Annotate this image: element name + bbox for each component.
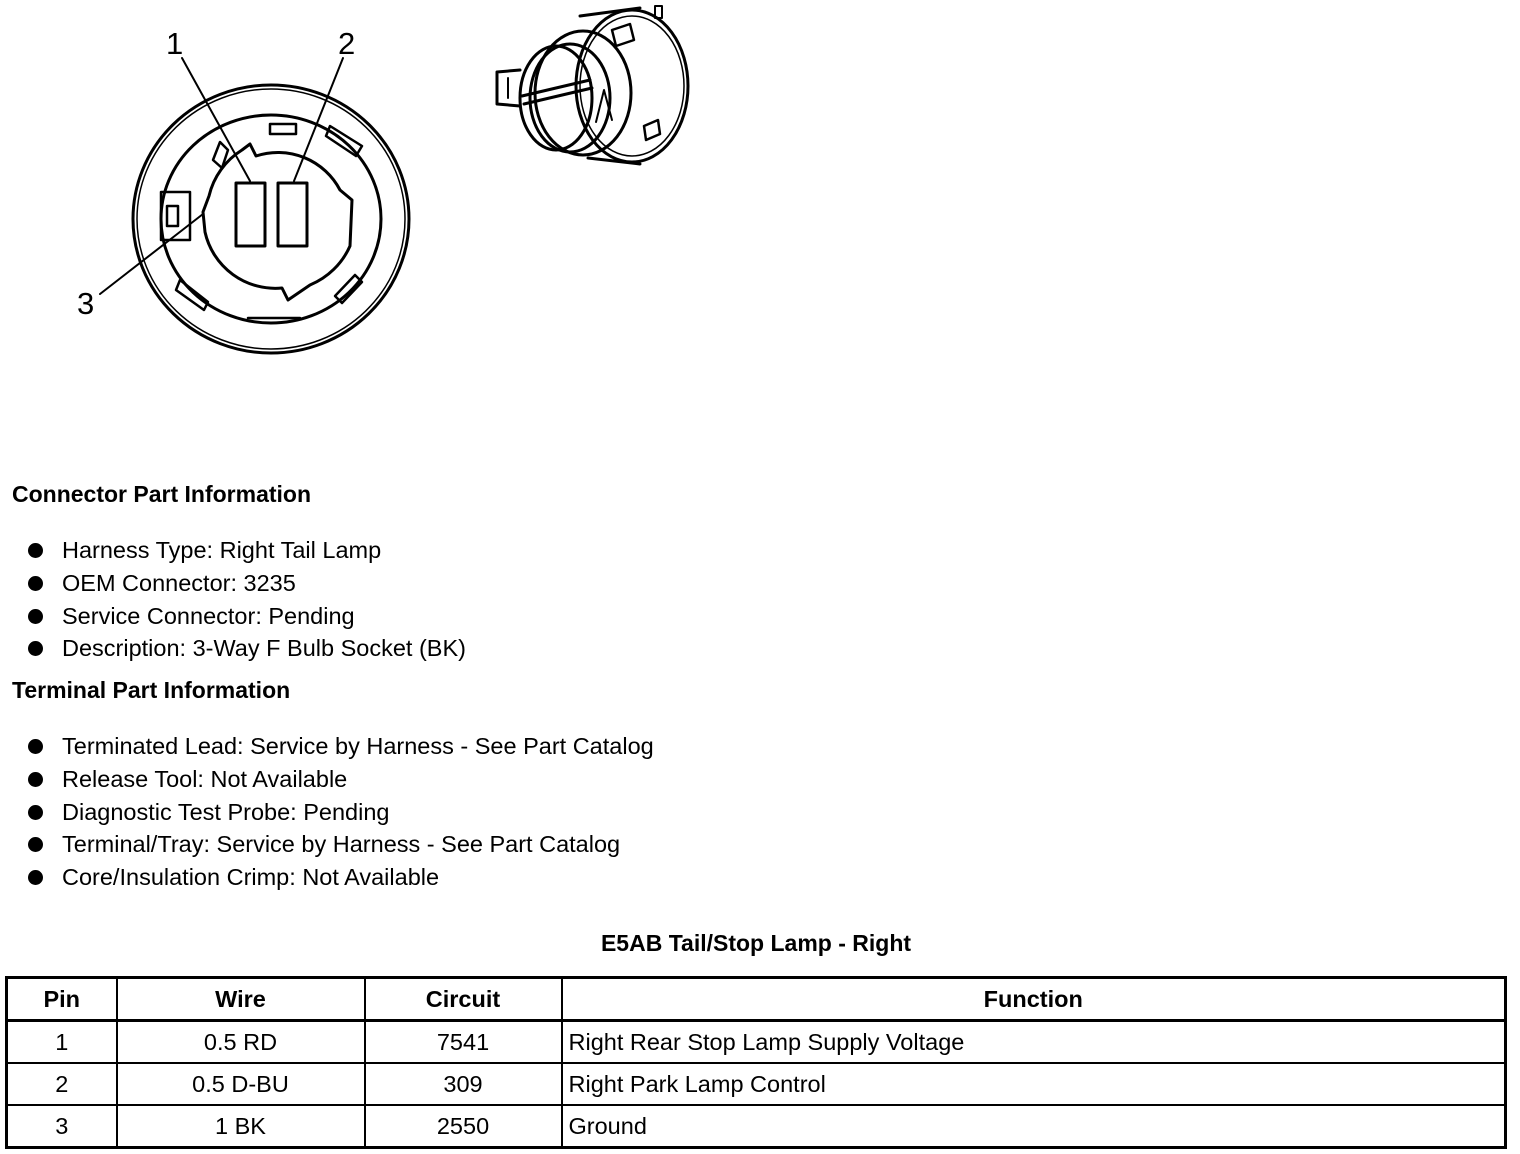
list-item bbox=[28, 730, 654, 763]
bullet-icon bbox=[28, 870, 43, 885]
pin-cell: 3 bbox=[7, 1105, 117, 1148]
list-item-text: Diagnostic Test Probe: Pending bbox=[62, 798, 390, 825]
list-item bbox=[28, 861, 654, 894]
list-item-text: Release Tool: Not Available bbox=[62, 765, 348, 792]
pin-cell: 1 bbox=[7, 1021, 117, 1064]
wire-cell: 0.5 D-BU bbox=[117, 1063, 365, 1105]
terminal-info-list bbox=[28, 730, 654, 894]
list-item-text: Harness Type: Right Tail Lamp bbox=[62, 537, 382, 563]
connector-info-heading: Connector Part Information bbox=[12, 481, 312, 507]
list-item-text: OEM Connector: 3235 bbox=[62, 569, 296, 596]
table-row bbox=[7, 1105, 1506, 1148]
list-item bbox=[28, 632, 466, 665]
list-item bbox=[28, 796, 654, 829]
connector-face-view bbox=[133, 85, 409, 353]
connector-side-view bbox=[497, 6, 688, 164]
bullet-icon bbox=[28, 576, 43, 591]
wire-cell: 1 BK bbox=[117, 1105, 365, 1148]
connector-diagram bbox=[0, 0, 760, 400]
pin-cell: 2 bbox=[7, 1063, 117, 1105]
callout-1: 1 bbox=[166, 26, 184, 61]
column-header-function: Function bbox=[562, 978, 1506, 1021]
table-title: E5AB Tail/Stop Lamp - Right bbox=[600, 930, 912, 956]
bullet-icon bbox=[28, 543, 43, 558]
list-item-text: Service Connector: Pending bbox=[62, 602, 355, 629]
callout-3: 3 bbox=[77, 286, 95, 321]
column-header-pin: Pin bbox=[7, 978, 117, 1021]
leader-line-3 bbox=[100, 214, 203, 294]
connector-info-list bbox=[28, 534, 466, 665]
function-cell: Right Park Lamp Control bbox=[562, 1063, 1506, 1105]
bullet-icon bbox=[28, 837, 43, 852]
list-item bbox=[28, 763, 654, 796]
list-item bbox=[28, 534, 466, 567]
bullet-icon bbox=[28, 805, 43, 820]
list-item bbox=[28, 828, 654, 861]
column-header-wire: Wire bbox=[117, 978, 365, 1021]
bullet-icon bbox=[28, 772, 43, 787]
bullet-icon bbox=[28, 609, 43, 624]
list-item-text: Description: 3-Way F Bulb Socket (BK) bbox=[62, 635, 466, 662]
list-item bbox=[28, 600, 466, 633]
bullet-icon bbox=[28, 641, 43, 656]
callout-2: 2 bbox=[338, 26, 356, 61]
function-cell: Ground bbox=[562, 1105, 1506, 1148]
wire-cell: 0.5 RD bbox=[117, 1021, 365, 1064]
list-item-text: Terminal/Tray: Service by Harness - See Part Catalog bbox=[62, 831, 621, 858]
circuit-cell: 7541 bbox=[365, 1021, 562, 1064]
table-row bbox=[7, 1063, 1506, 1105]
column-header-circuit: Circuit bbox=[365, 978, 562, 1021]
function-cell: Right Rear Stop Lamp Supply Voltage bbox=[562, 1021, 1506, 1064]
circuit-cell: 309 bbox=[365, 1063, 562, 1105]
list-item bbox=[28, 567, 466, 600]
bullet-icon bbox=[28, 739, 43, 754]
list-item-text: Core/Insulation Crimp: Not Available bbox=[62, 864, 440, 891]
pinout-table bbox=[5, 976, 1507, 1149]
table-header-row bbox=[7, 978, 1506, 1021]
circuit-cell: 2550 bbox=[365, 1105, 562, 1148]
terminal-info-heading: Terminal Part Information bbox=[12, 677, 291, 703]
list-item-text: Terminated Lead: Service by Harness - See Part Catalog bbox=[62, 733, 654, 759]
table-row bbox=[7, 1021, 1506, 1064]
